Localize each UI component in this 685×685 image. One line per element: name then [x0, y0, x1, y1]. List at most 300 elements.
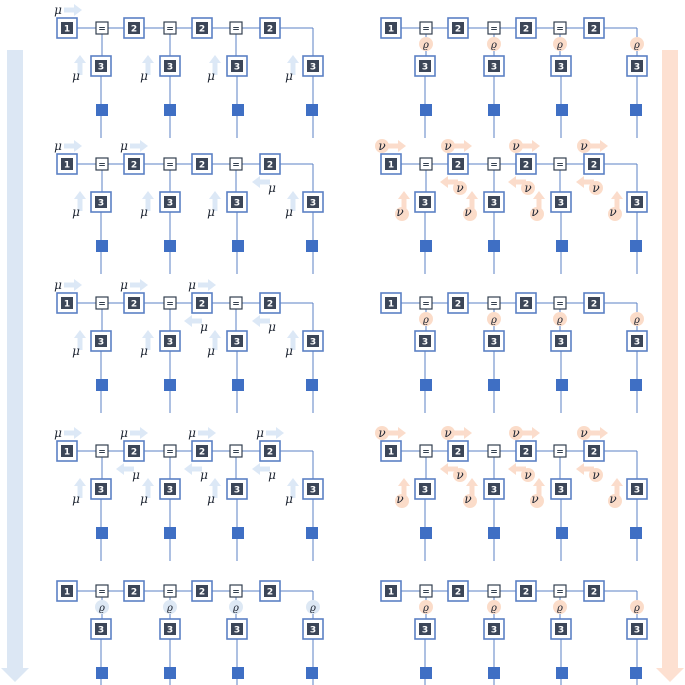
observed-square [306, 104, 318, 116]
factor-f2 [516, 18, 536, 38]
arrow-head [287, 478, 299, 486]
equality-sign: = [166, 160, 174, 171]
factor-number: 3 [557, 198, 565, 209]
panel-9 [375, 426, 647, 561]
factor-number: 1 [387, 447, 395, 458]
factor-number: 2 [198, 447, 206, 458]
nu-label: ν [531, 492, 539, 506]
rho-label: ϱ [423, 603, 429, 614]
arrow-head [74, 330, 86, 338]
factor-f3 [551, 619, 571, 639]
mu-label: μ [285, 69, 293, 83]
equality-node [230, 445, 242, 458]
rho-label: ϱ [423, 315, 429, 326]
band-shaft [662, 50, 678, 670]
observed-square [96, 240, 108, 252]
factor-f1 [57, 441, 77, 461]
forward-arrow [454, 427, 472, 439]
factor-number: 3 [421, 198, 429, 209]
rho-label: ϱ [634, 315, 640, 326]
forward-arrow [198, 279, 216, 291]
factor-f3 [627, 331, 647, 351]
factor-f2 [192, 441, 212, 461]
factor-number: 3 [633, 62, 641, 73]
mu-label: μ [72, 344, 80, 358]
factor-number: 2 [590, 160, 598, 171]
observed-square [630, 104, 642, 116]
factor-f3 [227, 192, 247, 212]
equality-node [488, 22, 500, 35]
mu-label: μ [268, 181, 276, 195]
equality-node [96, 158, 108, 171]
rho-label: ϱ [423, 40, 429, 51]
factor-f2 [448, 441, 468, 461]
forward-arrow [388, 427, 406, 439]
nu-label: ν [456, 181, 464, 195]
nu-label: ν [378, 426, 386, 440]
equality-sign: = [98, 299, 106, 310]
equality-sign: = [556, 587, 564, 598]
equality-node [488, 297, 500, 310]
mu-label: μ [188, 278, 196, 292]
equality-node [420, 585, 432, 598]
rho-label: ϱ [310, 603, 316, 614]
observed-square [96, 104, 108, 116]
arrow-head [576, 463, 584, 475]
factor-f2 [584, 293, 604, 313]
factor-number: 1 [387, 160, 395, 171]
factor-f1 [57, 293, 77, 313]
arrow-head [440, 176, 448, 188]
factor-number: 3 [633, 485, 641, 496]
arrow-head [532, 427, 540, 439]
observed-square [420, 667, 432, 679]
factor-f2 [584, 581, 604, 601]
mu-label: μ [285, 205, 293, 219]
arrow-head [74, 55, 86, 63]
forward-arrow [454, 140, 472, 152]
equality-sign: = [166, 299, 174, 310]
arrow-head [398, 427, 406, 439]
observed-square [306, 379, 318, 391]
factor-f3 [303, 479, 323, 499]
equality-sign: = [232, 24, 240, 35]
observed-square [306, 240, 318, 252]
mu-label: μ [54, 278, 62, 292]
mu-label: μ [188, 426, 196, 440]
factor-f2 [192, 18, 212, 38]
rho-label: ϱ [99, 603, 105, 614]
factor-f3 [91, 619, 111, 639]
factor-number: 3 [557, 62, 565, 73]
observed-square [420, 104, 432, 116]
factor-number: 1 [63, 24, 71, 35]
factor-number: 2 [522, 587, 530, 598]
factor-f2 [448, 18, 468, 38]
nu-label: ν [524, 181, 532, 195]
equality-node [164, 158, 176, 171]
observed-square [556, 104, 568, 116]
factor-number: 3 [233, 485, 241, 496]
factor-number: 1 [63, 299, 71, 310]
factor-number: 1 [387, 587, 395, 598]
factor-number: 3 [490, 62, 498, 73]
factor-f2 [192, 154, 212, 174]
factor-f2 [584, 154, 604, 174]
factor-number: 2 [198, 160, 206, 171]
factor-f1 [381, 441, 401, 461]
arrow-head [440, 463, 448, 475]
observed-square [306, 527, 318, 539]
equality-sign: = [490, 160, 498, 171]
factor-f3 [227, 619, 247, 639]
factor-number: 3 [633, 198, 641, 209]
factor-f3 [484, 56, 504, 76]
arrow-head [252, 463, 260, 475]
rho-label: ϱ [491, 603, 497, 614]
equality-sign: = [556, 160, 564, 171]
factor-number: 3 [490, 485, 498, 496]
arrow-head [287, 330, 299, 338]
equality-sign: = [98, 587, 106, 598]
observed-square [630, 667, 642, 679]
equality-node [488, 158, 500, 171]
factor-f3 [91, 479, 111, 499]
observed-square [488, 527, 500, 539]
mu-label: μ [120, 139, 128, 153]
arrow-head [208, 279, 216, 291]
factor-f2 [448, 154, 468, 174]
forward-arrow [64, 279, 82, 291]
nu-label: ν [592, 181, 600, 195]
forward-arrow [590, 427, 608, 439]
factor-f2 [124, 441, 144, 461]
factor-f3 [551, 331, 571, 351]
factor-f2 [260, 441, 280, 461]
arrow-head [464, 140, 472, 152]
equality-sign: = [556, 447, 564, 458]
observed-square [556, 527, 568, 539]
factor-f3 [627, 479, 647, 499]
factor-f3 [484, 331, 504, 351]
mu-label: μ [140, 205, 148, 219]
factor-number: 2 [266, 587, 274, 598]
factor-number: 3 [309, 485, 317, 496]
equality-node [420, 297, 432, 310]
panel-10 [381, 581, 647, 685]
mu-label: μ [120, 426, 128, 440]
forward-arrow [130, 140, 148, 152]
factor-number: 3 [421, 485, 429, 496]
arrow-head [466, 191, 478, 199]
factor-f3 [160, 479, 180, 499]
forward-arrow [64, 4, 82, 16]
factor-number: 3 [97, 337, 105, 348]
mu-label: μ [72, 492, 80, 506]
factor-number: 2 [454, 299, 462, 310]
panel-1 [54, 3, 323, 138]
arrow-head [208, 427, 216, 439]
nu-label: ν [512, 426, 520, 440]
observed-square [232, 379, 244, 391]
mu-label: μ [200, 468, 208, 482]
mu-label: μ [207, 344, 215, 358]
factor-number: 2 [266, 160, 274, 171]
factor-number: 2 [522, 160, 530, 171]
factor-number: 2 [590, 299, 598, 310]
arrow-head [464, 427, 472, 439]
factor-number: 2 [130, 587, 138, 598]
arrow-head [209, 55, 221, 63]
arrow-head [508, 463, 516, 475]
nu-label: ν [609, 205, 617, 219]
factor-f1 [381, 18, 401, 38]
arrow-head [209, 191, 221, 199]
mu-label: μ [207, 492, 215, 506]
factor-f3 [303, 56, 323, 76]
forward-arrow [522, 427, 540, 439]
arrow-head [398, 191, 410, 199]
factor-number: 2 [454, 447, 462, 458]
arrow-head [611, 478, 623, 486]
forward-arrow [130, 427, 148, 439]
observed-square [232, 104, 244, 116]
equality-node [488, 585, 500, 598]
equality-sign: = [490, 299, 498, 310]
arrow-head [140, 427, 148, 439]
arrow-head [287, 55, 299, 63]
equality-sign: = [556, 299, 564, 310]
factor-f3 [160, 192, 180, 212]
factor-f3 [415, 56, 435, 76]
rho-label: ϱ [634, 603, 640, 614]
equality-sign: = [490, 587, 498, 598]
factor-f3 [627, 619, 647, 639]
factor-number: 2 [522, 299, 530, 310]
rho-label: ϱ [557, 603, 563, 614]
nu-label: ν [512, 139, 520, 153]
factor-number: 3 [233, 337, 241, 348]
forward-arrow [198, 427, 216, 439]
factor-f2 [448, 293, 468, 313]
mu-label: μ [140, 492, 148, 506]
factor-f3 [551, 56, 571, 76]
arrow-head [142, 330, 154, 338]
factor-number: 2 [130, 160, 138, 171]
factor-f1 [57, 154, 77, 174]
factor-number: 2 [198, 24, 206, 35]
mu-label: μ [207, 69, 215, 83]
factor-number: 3 [421, 62, 429, 73]
arrow-head [116, 463, 124, 475]
nu-label: ν [444, 426, 452, 440]
arrow-head [142, 55, 154, 63]
factor-f3 [415, 331, 435, 351]
arrow-head [287, 191, 299, 199]
factor-f2 [124, 293, 144, 313]
arrow-head [74, 191, 86, 199]
equality-node [554, 22, 566, 35]
factor-number: 3 [97, 485, 105, 496]
factor-number: 3 [557, 485, 565, 496]
band-arrowhead [656, 668, 684, 682]
factor-number: 2 [590, 24, 598, 35]
nu-label: ν [378, 139, 386, 153]
factor-number: 2 [590, 587, 598, 598]
equality-node [554, 585, 566, 598]
factor-number: 2 [454, 24, 462, 35]
arrow-head [533, 478, 545, 486]
panel-7 [375, 139, 647, 274]
arrow-head [398, 478, 410, 486]
factor-f2 [448, 581, 468, 601]
observed-square [630, 527, 642, 539]
factor-f2 [124, 581, 144, 601]
factor-f1 [381, 154, 401, 174]
arrow-head [252, 315, 260, 327]
equality-node [96, 22, 108, 35]
factor-f3 [484, 619, 504, 639]
nu-label: ν [464, 492, 472, 506]
nu-label: ν [524, 468, 532, 482]
factor-number: 3 [166, 198, 174, 209]
factor-number: 2 [522, 447, 530, 458]
factor-number: 3 [309, 337, 317, 348]
panel-5 [57, 581, 323, 685]
observed-square [420, 379, 432, 391]
factor-number: 3 [421, 337, 429, 348]
equality-sign: = [422, 24, 430, 35]
equality-sign: = [98, 447, 106, 458]
factor-number: 3 [309, 62, 317, 73]
factor-f1 [381, 293, 401, 313]
panel-3 [54, 278, 323, 413]
arrow-head [184, 463, 192, 475]
factor-number: 3 [233, 198, 241, 209]
nu-label: ν [464, 205, 472, 219]
equality-node [164, 445, 176, 458]
mu-label: μ [54, 3, 62, 17]
arrow-head [142, 478, 154, 486]
observed-square [420, 240, 432, 252]
mu-label: μ [256, 426, 264, 440]
factor-f2 [192, 293, 212, 313]
observed-square [164, 104, 176, 116]
arrow-head [209, 330, 221, 338]
arrow-head [74, 279, 82, 291]
arrow-head [276, 427, 284, 439]
arrow-head [576, 176, 584, 188]
equality-node [554, 445, 566, 458]
nu-label: ν [396, 492, 404, 506]
factor-f1 [57, 18, 77, 38]
blue-direction-band [1, 50, 29, 682]
factor-f3 [227, 479, 247, 499]
observed-square [556, 667, 568, 679]
observed-square [96, 667, 108, 679]
observed-square [164, 527, 176, 539]
factor-f2 [260, 293, 280, 313]
observed-square [488, 240, 500, 252]
arrow-head [209, 478, 221, 486]
mu-label: μ [285, 344, 293, 358]
factor-f2 [260, 18, 280, 38]
observed-square [488, 379, 500, 391]
equality-node [164, 585, 176, 598]
factor-number: 3 [166, 62, 174, 73]
observed-square [164, 240, 176, 252]
factor-f3 [160, 331, 180, 351]
equality-node [420, 22, 432, 35]
equality-sign: = [98, 24, 106, 35]
arrow-head [74, 478, 86, 486]
factor-number: 3 [557, 625, 565, 636]
factor-f2 [260, 581, 280, 601]
factor-number: 1 [63, 447, 71, 458]
panel-8 [381, 293, 647, 413]
orange-direction-band [656, 50, 684, 682]
equality-node [164, 22, 176, 35]
rho-label: ϱ [167, 603, 173, 614]
equality-sign: = [232, 160, 240, 171]
factor-f1 [57, 581, 77, 601]
observed-square [488, 667, 500, 679]
panel-4 [54, 426, 323, 561]
mu-label: μ [72, 205, 80, 219]
observed-square [96, 527, 108, 539]
nu-label: ν [609, 492, 617, 506]
factor-f1 [381, 581, 401, 601]
factor-f2 [516, 441, 536, 461]
factor-f2 [124, 18, 144, 38]
observed-square [96, 379, 108, 391]
factor-f2 [192, 581, 212, 601]
factor-number: 2 [454, 587, 462, 598]
arrow-head [532, 140, 540, 152]
equality-node [230, 158, 242, 171]
factor-number: 2 [266, 299, 274, 310]
equality-node [420, 158, 432, 171]
factor-number: 2 [198, 299, 206, 310]
arrow-head [533, 191, 545, 199]
nu-label: ν [444, 139, 452, 153]
factor-number: 2 [266, 447, 274, 458]
equality-sign: = [232, 587, 240, 598]
nu-label: ν [580, 139, 588, 153]
factor-number: 2 [198, 587, 206, 598]
arrow-head [611, 191, 623, 199]
factor-f2 [124, 154, 144, 174]
equality-sign: = [166, 24, 174, 35]
factor-f3 [551, 192, 571, 212]
factor-number: 3 [97, 198, 105, 209]
factor-f3 [415, 619, 435, 639]
observed-square [164, 379, 176, 391]
forward-arrow [130, 279, 148, 291]
mu-label: μ [140, 344, 148, 358]
band-shaft [7, 50, 23, 670]
observed-square [556, 240, 568, 252]
factor-number: 3 [233, 625, 241, 636]
observed-square [232, 240, 244, 252]
band-arrowhead [1, 668, 29, 682]
equality-sign: = [422, 587, 430, 598]
factor-number: 2 [454, 160, 462, 171]
arrow-head [74, 4, 82, 16]
observed-square [420, 527, 432, 539]
factor-f2 [516, 581, 536, 601]
mu-label: μ [268, 320, 276, 334]
